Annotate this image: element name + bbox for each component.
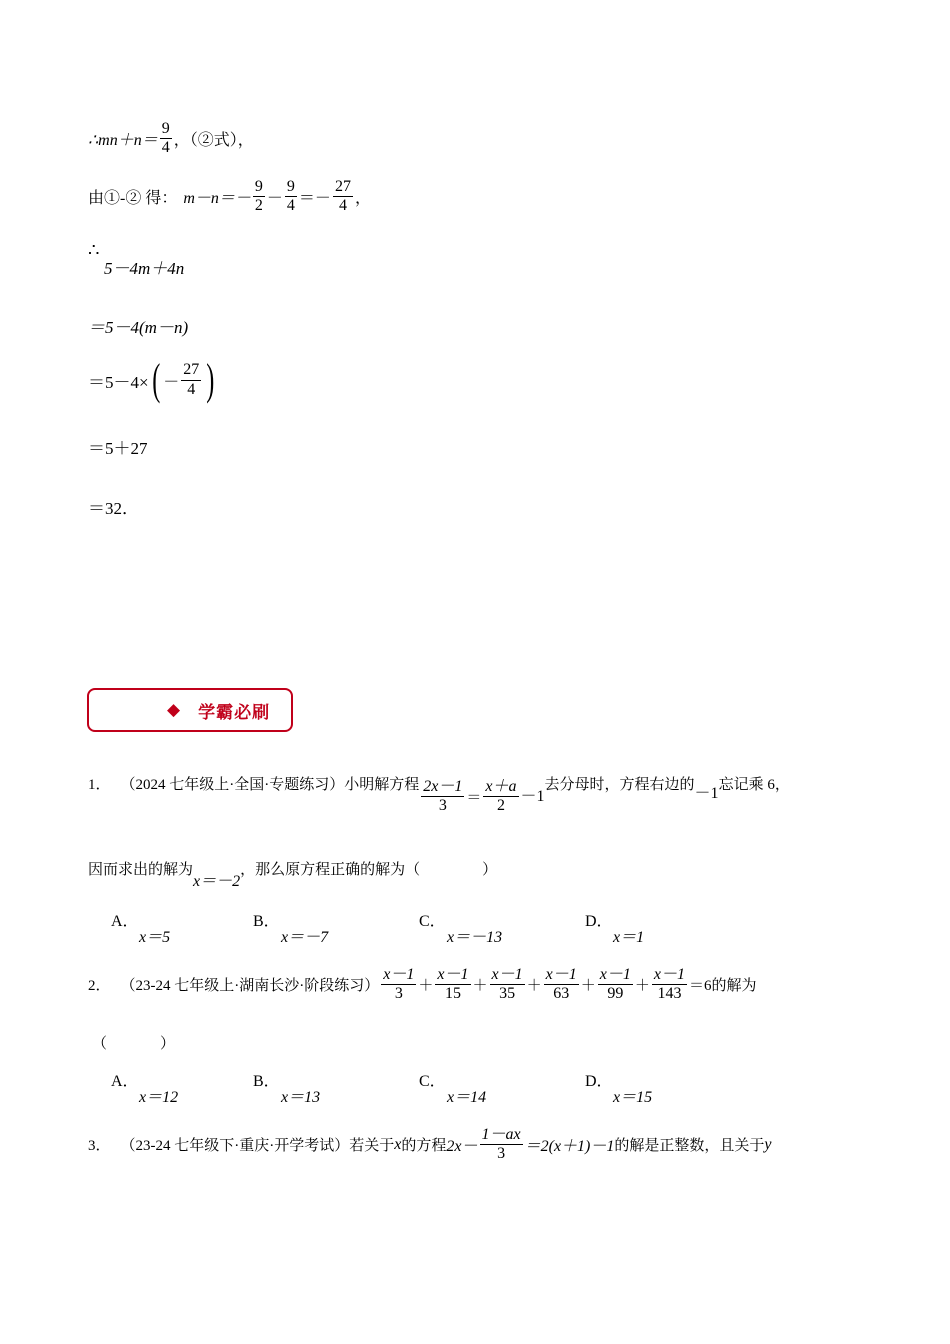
operator: ＝ <box>466 790 482 807</box>
section-title: 学霸必刷 <box>198 702 271 722</box>
operator: ＋ <box>634 978 650 995</box>
variable: x <box>394 1135 402 1153</box>
answer-blank[interactable] <box>128 1030 158 1050</box>
fraction: $\frac{1-ax}{3}$ <box>481 1126 521 1163</box>
solution-line-6: ＝5＋27 <box>88 439 148 458</box>
question-text: 的方程 <box>401 1138 447 1155</box>
expr: ∴mn＋n＝ <box>88 132 158 150</box>
option-a[interactable]: A． x＝12 <box>111 1073 179 1106</box>
operator: ＋ <box>418 978 434 995</box>
question-text: ） <box>482 862 498 878</box>
prefix: 由①-② 得： <box>88 190 178 208</box>
fraction: $\frac{2x-1}{3}$ <box>423 778 463 815</box>
punct: ， <box>354 190 371 208</box>
left-paren: ( <box>151 355 160 404</box>
solution-line-7: ＝32． <box>88 499 139 518</box>
question-text: 因而求出的解为 <box>88 862 194 878</box>
question-text: 的解是正整数，且关于 <box>614 1138 765 1155</box>
right-paren: ) <box>206 355 215 404</box>
fraction: $\frac{9}{2}$ <box>254 178 263 215</box>
solution-line-2 <box>88 178 371 216</box>
option-d[interactable]: D． x＝15 <box>585 1073 653 1106</box>
question-number: 3． <box>88 1138 111 1155</box>
fraction: $\frac{x-1}{143}$ <box>653 966 685 1003</box>
question-text: 若关于 <box>349 1138 395 1155</box>
option-d[interactable]: D． x＝1 <box>585 913 645 946</box>
expr: x＝－2 <box>193 873 241 890</box>
fraction: $\frac{x-1}{35}$ <box>491 966 523 1003</box>
fraction: $\frac{x-1}{63}$ <box>545 966 577 1003</box>
question-text: 小明解方程 <box>344 777 420 794</box>
question-1-line-2 <box>88 846 497 891</box>
question-number: 2． <box>88 978 111 995</box>
question-source: （23-24 七年级上·湖南长沙·阶段练习） <box>120 978 380 995</box>
fraction: $\frac{27}{4}$ <box>334 178 351 215</box>
section-heading <box>87 688 293 732</box>
question-1-line-1 <box>88 752 790 816</box>
option-b[interactable]: B． x＝－7 <box>253 913 329 946</box>
question-text: 忘记乘 6， <box>718 777 790 794</box>
option-b[interactable]: B． x＝13 <box>253 1073 321 1106</box>
variable: y <box>764 1135 772 1153</box>
sign: － <box>163 373 180 391</box>
note: ，（②式）， <box>173 132 254 150</box>
fraction: $\frac{x-1}{15}$ <box>437 966 469 1003</box>
diamond-icon: ◆ <box>167 700 181 719</box>
operator: ＝－ <box>298 190 331 208</box>
answer-blank-open: （ <box>92 1036 108 1052</box>
question-3-line-1 <box>88 1126 772 1164</box>
expr: －1 <box>520 788 545 806</box>
solution-line-1 <box>88 120 254 158</box>
fraction: $\frac{9}{4}$ <box>161 120 170 157</box>
expr: －1 <box>694 785 719 803</box>
question-source: （2024 七年级上·全国·专题练习） <box>120 777 345 794</box>
expr: ＝5－4× <box>88 372 149 392</box>
option-c[interactable]: C． x＝14 <box>419 1073 487 1106</box>
solution-line-3: 5－4m＋4n <box>104 259 185 278</box>
operator: ＋ <box>580 978 596 995</box>
question-text: ＝6的解为 <box>689 978 757 995</box>
expr: ＝2(x＋1)－1 <box>524 1138 615 1156</box>
operator: － <box>266 190 283 208</box>
option-a[interactable]: A． x＝5 <box>111 913 171 946</box>
fraction: $\frac{x-1}{99}$ <box>599 966 631 1003</box>
question-text: ，那么原方程正确的解为（ <box>240 862 421 878</box>
operator: ＋ <box>472 978 488 995</box>
fraction: $\frac{x-1}{3}$ <box>383 966 415 1003</box>
question-2-line-1 <box>88 966 757 1004</box>
question-number: 1． <box>88 777 111 794</box>
operator: ＋ <box>526 978 542 995</box>
solution-line-5 <box>88 355 218 404</box>
question-source: （23-24 七年级下·重庆·开学考试） <box>120 1138 350 1155</box>
fraction: $\frac{x+a}{2}$ <box>485 778 517 815</box>
therefore-symbol: ∴ <box>88 240 100 260</box>
option-c[interactable]: C． x＝－13 <box>419 913 503 946</box>
fraction: $\frac{9}{4}$ <box>286 178 295 215</box>
solution-line-4: ＝5－4(m－n) <box>88 318 189 337</box>
answer-blank-close: ） <box>160 1036 176 1052</box>
fraction: $\frac{27}{4}$ <box>183 361 200 398</box>
question-text: 去分母时，方程右边的 <box>544 777 695 794</box>
expr: m－n＝－ <box>183 190 251 208</box>
expr: 2x－ <box>446 1138 478 1156</box>
